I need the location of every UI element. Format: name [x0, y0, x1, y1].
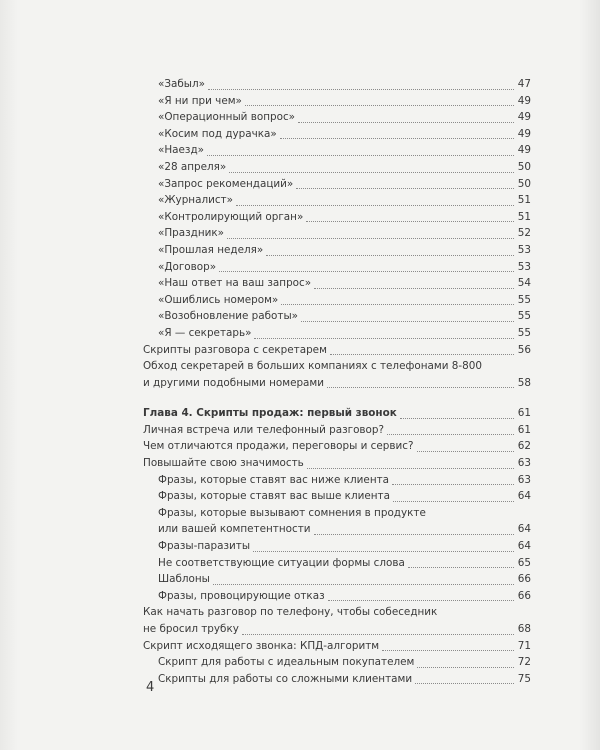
toc-page-number: 53: [517, 260, 531, 273]
toc-entry-line: [143, 358, 531, 375]
toc-page-number: 66: [517, 589, 531, 602]
section-gap: [143, 391, 531, 405]
toc-entry-title: Скрипты для работы со сложными клиентами: [158, 672, 413, 685]
toc-entry-title: Скрипт для работы с идеальным покупателем: [158, 656, 415, 669]
toc-page-number: 75: [517, 672, 531, 685]
toc-entry-title: Обход секретарей в больших компаниях с телефонами 8-800: [143, 360, 482, 373]
dot-leader: [307, 467, 514, 469]
toc-entry-title: или вашей компетентности: [158, 523, 311, 536]
toc-entry: [143, 292, 531, 309]
chapter-page-number: 61: [517, 407, 531, 420]
dot-leader: [327, 386, 514, 388]
dot-leader: [328, 599, 514, 601]
toc-entry: [143, 126, 531, 143]
toc-entry: [143, 571, 531, 588]
dot-leader: [281, 303, 514, 305]
toc-entry: [143, 242, 531, 259]
toc-entry: [143, 455, 531, 472]
dot-leader: [229, 171, 514, 173]
toc-page-number: 66: [517, 573, 531, 586]
toc-entry: [143, 192, 531, 209]
toc-entry-title: Скрипт исходящего звонка: КПД-алгоритм: [143, 639, 380, 652]
dot-leader: [408, 566, 514, 568]
toc-entry-title: Как начать разговор по телефону, чтобы собеседник: [143, 606, 438, 619]
toc-entry-title: Личная встреча или телефонный разговор?: [143, 423, 385, 436]
toc-entry: [143, 109, 531, 126]
toc-page-number: 49: [517, 127, 531, 140]
toc-entry-line: [143, 505, 531, 522]
toc-entry-title: Повышайте свою значимость: [143, 457, 304, 470]
toc-page-number: 50: [517, 177, 531, 190]
toc-entry: [143, 555, 531, 572]
toc-entry: [143, 259, 531, 276]
dot-leader: [306, 220, 514, 222]
toc-page-number: 64: [517, 523, 531, 536]
toc-entry: [143, 159, 531, 176]
toc-page-number: 51: [517, 194, 531, 207]
toc-page-number: 49: [517, 144, 531, 157]
toc-entry-title: Фразы, которые ставят вас выше клиента: [158, 490, 390, 503]
toc-entry-title: «Договор»: [158, 260, 217, 273]
dot-leader: [330, 353, 514, 355]
chapter-heading: [143, 405, 531, 422]
toc-page-number: 65: [517, 556, 531, 569]
toc-page-number: 63: [517, 473, 531, 486]
toc-entry: [143, 671, 531, 688]
toc-entry-title: не бросил трубку: [143, 623, 239, 635]
toc-entry-title: «Я — секретарь»: [158, 326, 252, 339]
dot-leader: [242, 633, 514, 635]
toc-entry-title: «Контролирующий орган»: [158, 210, 304, 223]
toc-entry-title: «Косим под дурачка»: [158, 127, 277, 140]
toc-entry-title: «Журналист»: [158, 194, 233, 207]
toc-entry-title: Шаблоны: [158, 573, 210, 586]
dot-leader: [208, 88, 514, 90]
dot-leader: [296, 187, 514, 189]
toc-page-number: 49: [517, 111, 531, 124]
toc-entry: [143, 342, 531, 359]
toc-entry-title: Фразы, которые вызывают сомнения в продукте: [158, 506, 426, 519]
toc-entry-title: «28 апреля»: [158, 160, 227, 173]
toc-entry: [143, 76, 531, 93]
dot-leader: [207, 154, 514, 156]
toc-entry: [143, 93, 531, 110]
dot-leader: [400, 417, 514, 419]
dot-leader: [266, 254, 514, 256]
toc-entry: [143, 308, 531, 325]
toc-page-number: 55: [517, 310, 531, 323]
toc-entry: [143, 588, 531, 605]
toc-entry-title: «Запрос рекомендаций»: [158, 177, 294, 190]
toc-entry: [143, 142, 531, 159]
toc-entry-title: «Ошиблись номером»: [158, 293, 279, 306]
toc-page-number: 68: [517, 623, 531, 635]
toc-page-number: 71: [517, 639, 531, 652]
dot-leader: [417, 450, 515, 452]
toc-page-number: 64: [517, 540, 531, 553]
dot-leader: [253, 550, 514, 552]
toc-entry-title: и другими подобными номерами: [143, 376, 325, 389]
page-folio: 4: [146, 680, 155, 695]
toc-entry-line: [143, 604, 531, 621]
toc-entry-title: Фразы, провоцирующие отказ: [158, 589, 325, 602]
dot-leader: [393, 500, 514, 502]
toc-entry-title: Не соответствующие ситуации формы слова: [158, 556, 405, 569]
toc-entry: [143, 538, 531, 555]
toc-entry-title: Фразы, которые ставят вас ниже клиента: [158, 473, 390, 486]
toc-page-number: 54: [517, 277, 531, 290]
dot-leader: [392, 483, 514, 485]
toc-entry-title: «Операционный вопрос»: [158, 111, 296, 124]
toc-entry: [143, 638, 531, 655]
toc-entry-title: «Наезд»: [158, 144, 204, 157]
toc-entry-title: Скрипты разговора с секретарем: [143, 343, 327, 356]
toc-entry-title: «Праздник»: [158, 227, 225, 240]
toc-page-number: 62: [517, 440, 531, 453]
dot-leader: [236, 204, 514, 206]
toc-page-number: 64: [517, 490, 531, 503]
toc-page-number: 52: [517, 227, 531, 240]
toc-entry: [143, 488, 531, 505]
toc-page-number: 50: [517, 160, 531, 173]
toc-page-number: 56: [517, 343, 531, 356]
toc-page-number: 61: [517, 423, 531, 436]
dot-leader: [382, 649, 514, 651]
toc-entry: [143, 375, 531, 392]
toc-entry-title: «Возобновление работы»: [158, 310, 299, 323]
toc-entry-title: «Я ни при чем»: [158, 94, 242, 107]
dot-leader: [314, 533, 514, 535]
toc-entry: [143, 438, 531, 455]
toc-entry: [143, 176, 531, 193]
dot-leader: [298, 121, 514, 123]
toc-entry-title: «Прошлая неделя»: [158, 243, 264, 256]
toc-entry: [143, 621, 531, 638]
toc-page-number: 55: [517, 326, 531, 339]
dot-leader: [417, 666, 514, 668]
toc-entry: [143, 521, 531, 538]
dot-leader: [415, 682, 514, 684]
dot-leader: [254, 337, 514, 339]
dot-leader: [280, 137, 514, 139]
toc-page-number: 55: [517, 293, 531, 306]
dot-leader: [219, 270, 514, 272]
toc-entry: [143, 422, 531, 439]
toc-entry: [143, 209, 531, 226]
toc-entry: [143, 225, 531, 242]
toc-entry: [143, 275, 531, 292]
toc-page-number: 72: [517, 656, 531, 669]
toc-entry-title: Фразы-паразиты: [158, 540, 251, 553]
dot-leader: [213, 583, 514, 585]
dot-leader: [301, 320, 514, 322]
table-of-contents: [143, 76, 531, 687]
toc-page-number: 51: [517, 210, 531, 223]
toc-entry-title: «Наш ответ на ваш запрос»: [158, 277, 312, 290]
toc-entry-title: Чем отличаются продажи, переговоры и сервис?: [143, 440, 414, 453]
dot-leader: [387, 433, 514, 435]
toc-page-number: 53: [517, 243, 531, 256]
toc-section-first-call: [143, 422, 531, 688]
toc-section-secretary: [143, 76, 531, 391]
chapter-title: Глава 4. Скрипты продаж: первый звонок: [143, 407, 397, 420]
toc-entry: [143, 325, 531, 342]
toc-page-number: 63: [517, 457, 531, 470]
dot-leader: [314, 287, 514, 289]
toc-page-number: 58: [517, 376, 531, 389]
toc-entry: [143, 654, 531, 671]
toc-entry: [143, 472, 531, 489]
toc-page-number: 49: [517, 94, 531, 107]
toc-entry-title: «Забыл»: [158, 78, 205, 90]
dot-leader: [245, 104, 514, 106]
toc-page-number: 47: [517, 78, 531, 90]
dot-leader: [227, 237, 514, 239]
